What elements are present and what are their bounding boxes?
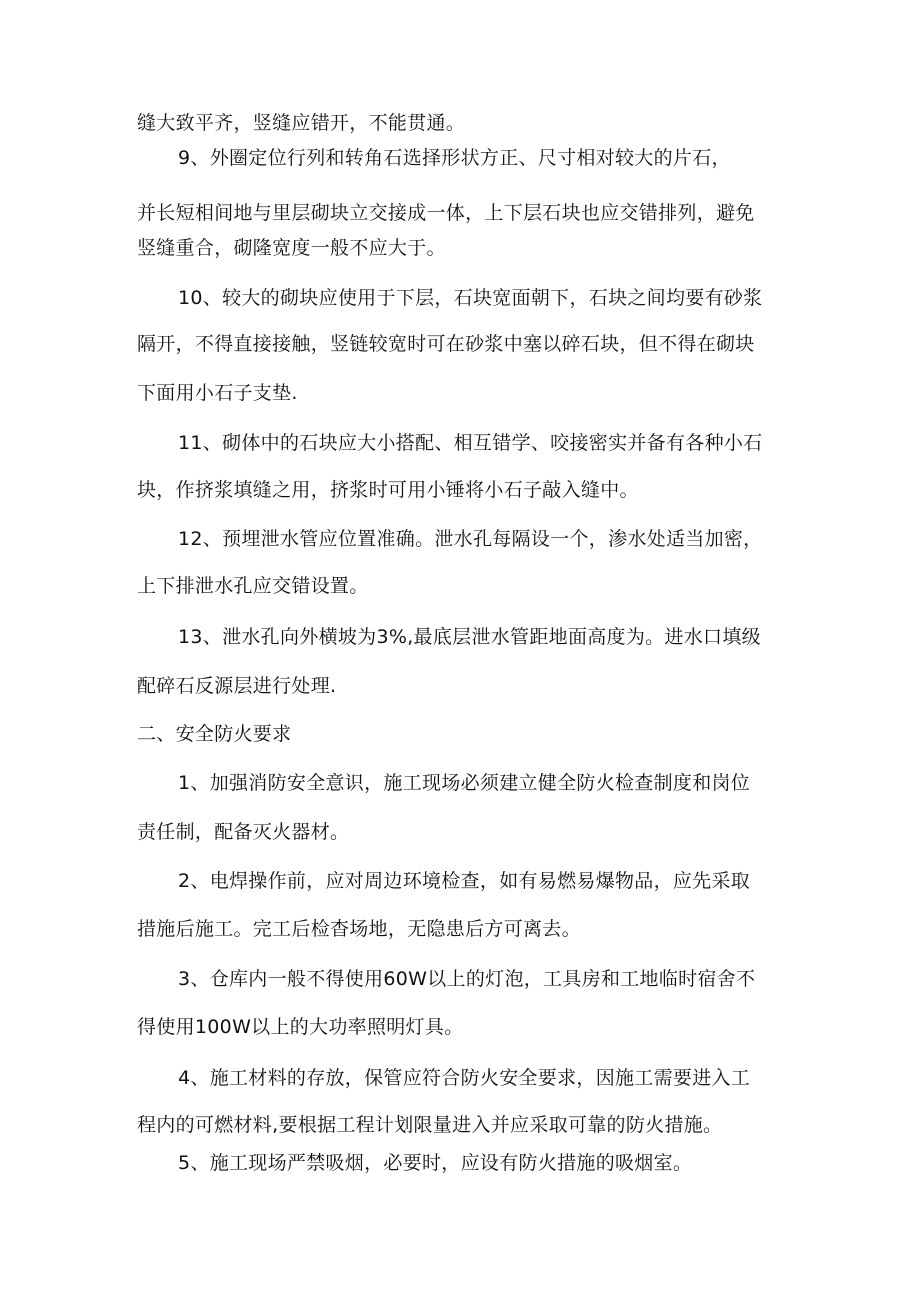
text-line: 3、仓库内一般不得使用60W以上的灯泡，工具房和工地临时宿舍不 xyxy=(178,968,756,990)
text-line: 10、较大的砌块应使用于下层，石块宽面朝下，石块之间均要有砂浆 xyxy=(178,287,763,309)
text-line: 并长短相间地与里层砌块立交接成一体，上下层石块也应交错排列，避免 xyxy=(137,202,755,224)
text-line: 上下排泄水孔应交错设置。 xyxy=(137,575,369,597)
text-line: 2、电焊操作前，应对周边环境检查，如有易燃易爆物品，应先采取 xyxy=(178,870,751,892)
text-line: 下面用小石子支垫. xyxy=(137,382,298,404)
text-line: 措施后施工。完工后检杳场地，无隐患后方可离去。 xyxy=(137,918,581,940)
text-line: 5、施工现场严禁吸烟，必要时，应设有防火措施的吸烟室。 xyxy=(178,1152,693,1174)
text-line: 11、砌体中的石块应大小搭配、相互错学、咬接密实并备有各种小石 xyxy=(178,432,763,454)
section-heading: 二、安全防火要求 xyxy=(137,723,292,745)
text-line: 竖缝重合，砌隆宽度一般不应大于。 xyxy=(137,237,446,259)
text-line: 4、施工材料的存放，保管应符合防火安全要求，因施工需要进入工 xyxy=(178,1067,751,1089)
text-line: 12、预埋泄水管应位置准确。泄水孔每隔设一个，渗水处适当加密， xyxy=(178,528,763,550)
text-line: 13、泄水孔向外横坡为3%,最底层泄水管距地面高度为。进水口填级 xyxy=(178,626,761,648)
text-line: 缝大致平齐，竖缝应错开，不能贯通。 xyxy=(137,112,466,134)
text-line: 块，作挤浆填缝之用，挤浆时可用小锤将小石子敲入缝中。 xyxy=(137,479,639,501)
text-line: 责任制，配备灭火器材。 xyxy=(137,821,350,843)
text-line: 1、加强消防安全意识，施工现场必须建立健全防火检查制度和岗位 xyxy=(178,772,751,794)
text-line: 9、外圈定位行列和转角石选择形状方正、尺寸相对较大的片石， xyxy=(178,147,731,169)
text-line: 得使用100W以上的大功率照明灯具。 xyxy=(137,1016,464,1038)
text-line: 隔开，不得直接接触，竖链较宽时可在砂浆中塞以碎石块，但不得在砌块 xyxy=(137,333,755,355)
text-line: 配碎石反源层进行处理. xyxy=(137,675,337,697)
text-line: 程内的可燃材料,要根据工程计划限量进入并应采取可靠的防火措施。 xyxy=(137,1114,723,1136)
